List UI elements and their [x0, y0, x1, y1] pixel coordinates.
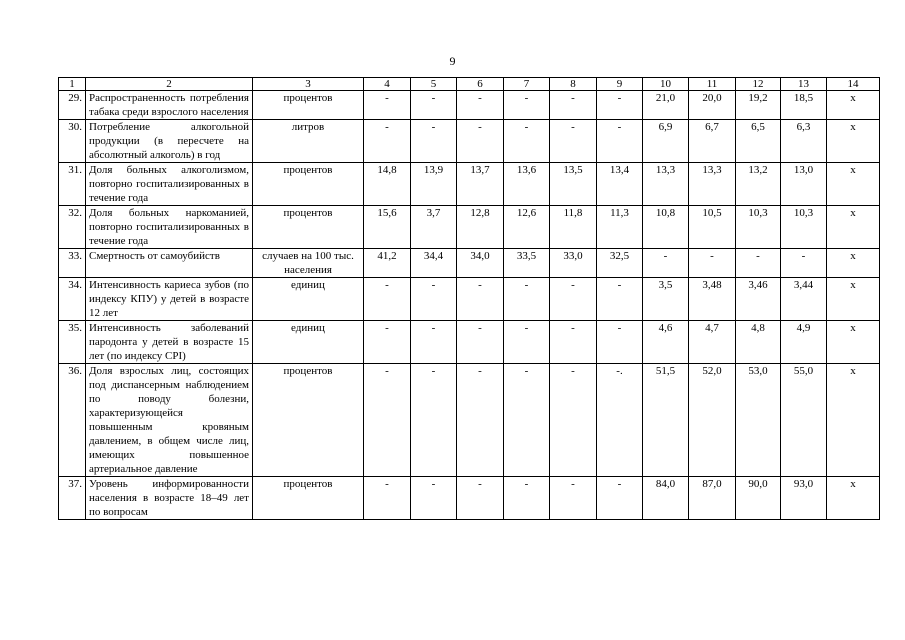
row-number: 36. — [59, 364, 86, 477]
value-cell: 6,5 — [736, 120, 781, 163]
header-cell: 2 — [86, 78, 253, 91]
value-cell: 14,8 — [364, 163, 411, 206]
value-cell: - — [504, 321, 550, 364]
value-cell: - — [364, 120, 411, 163]
value-cell: 4,9 — [781, 321, 827, 364]
value-cell: - — [736, 249, 781, 278]
indicator-name: Доля взрослых лиц, состоящих под диспансерным наблюдением по поводу болезни, характеризующейся повышенным кровяным давлением, в общем числе лиц, имеющих повышенное артериальное давление — [86, 364, 253, 477]
value-cell: - — [411, 364, 457, 477]
header-cell: 5 — [411, 78, 457, 91]
value-cell: 13,2 — [736, 163, 781, 206]
value-cell: - — [597, 120, 643, 163]
table-body — [59, 78, 880, 520]
value-cell: - — [689, 249, 736, 278]
value-cell: - — [550, 321, 597, 364]
value-cell: 13,3 — [643, 163, 689, 206]
last-cell: х — [827, 364, 880, 477]
value-cell: 93,0 — [781, 477, 827, 520]
value-cell: 34,4 — [411, 249, 457, 278]
value-cell: 33,5 — [504, 249, 550, 278]
value-cell: - — [457, 364, 504, 477]
value-cell: - — [550, 477, 597, 520]
value-cell: 13,0 — [781, 163, 827, 206]
header-cell: 6 — [457, 78, 504, 91]
row-number: 35. — [59, 321, 86, 364]
value-cell: 13,7 — [457, 163, 504, 206]
value-cell: 3,5 — [643, 278, 689, 321]
header-cell: 10 — [643, 78, 689, 91]
value-cell: - — [643, 249, 689, 278]
value-cell: - — [457, 477, 504, 520]
last-cell: х — [827, 206, 880, 249]
value-cell: - — [597, 278, 643, 321]
table-row — [59, 120, 880, 163]
unit-cell: случаев на 100 тыс. населения — [253, 249, 364, 278]
unit-cell: процентов — [253, 163, 364, 206]
value-cell: 10,3 — [736, 206, 781, 249]
value-cell: 4,7 — [689, 321, 736, 364]
value-cell: - — [504, 364, 550, 477]
value-cell: - — [411, 278, 457, 321]
indicators-table — [58, 77, 880, 520]
value-cell: 11,3 — [597, 206, 643, 249]
value-cell: - — [364, 91, 411, 120]
table-row — [59, 477, 880, 520]
unit-cell: процентов — [253, 477, 364, 520]
last-cell: х — [827, 321, 880, 364]
indicator-name: Доля больных алкоголизмом, повторно госпитализированных в течение года — [86, 163, 253, 206]
value-cell: 11,8 — [550, 206, 597, 249]
value-cell: 53,0 — [736, 364, 781, 477]
indicator-name: Интенсивность кариеса зубов (по индексу КПУ) у детей в возрасте 12 лет — [86, 278, 253, 321]
value-cell: - — [411, 91, 457, 120]
value-cell: 13,4 — [597, 163, 643, 206]
last-cell: х — [827, 91, 880, 120]
value-cell: 51,5 — [643, 364, 689, 477]
value-cell: - — [597, 321, 643, 364]
value-cell: 13,3 — [689, 163, 736, 206]
header-cell: 1 — [59, 78, 86, 91]
header-cell: 11 — [689, 78, 736, 91]
table-row — [59, 321, 880, 364]
value-cell: -. — [597, 364, 643, 477]
value-cell: - — [597, 477, 643, 520]
value-cell: 34,0 — [457, 249, 504, 278]
value-cell: - — [411, 321, 457, 364]
table-row — [59, 249, 880, 278]
value-cell: 6,9 — [643, 120, 689, 163]
value-cell: - — [550, 278, 597, 321]
last-cell: х — [827, 163, 880, 206]
value-cell: 41,2 — [364, 249, 411, 278]
indicator-name: Потребление алкогольной продукции (в пересчете на абсолютный алкоголь) в год — [86, 120, 253, 163]
value-cell: - — [781, 249, 827, 278]
row-number: 33. — [59, 249, 86, 278]
row-number: 37. — [59, 477, 86, 520]
value-cell: 20,0 — [689, 91, 736, 120]
table-row — [59, 364, 880, 477]
value-cell: 18,5 — [781, 91, 827, 120]
value-cell: 55,0 — [781, 364, 827, 477]
row-number: 29. — [59, 91, 86, 120]
value-cell: 12,8 — [457, 206, 504, 249]
unit-cell: единиц — [253, 321, 364, 364]
value-cell: 21,0 — [643, 91, 689, 120]
header-cell: 8 — [550, 78, 597, 91]
table-header-row — [59, 78, 880, 91]
value-cell: - — [504, 278, 550, 321]
value-cell: 19,2 — [736, 91, 781, 120]
indicator-name: Интенсивность заболеваний пародонта у детей в возрасте 15 лет (по индексу CPI) — [86, 321, 253, 364]
value-cell: - — [550, 91, 597, 120]
value-cell: 3,44 — [781, 278, 827, 321]
value-cell: 87,0 — [689, 477, 736, 520]
value-cell: 3,7 — [411, 206, 457, 249]
table-row — [59, 278, 880, 321]
unit-cell: процентов — [253, 91, 364, 120]
table-row — [59, 163, 880, 206]
unit-cell: процентов — [253, 364, 364, 477]
table-row — [59, 206, 880, 249]
value-cell: 52,0 — [689, 364, 736, 477]
value-cell: - — [364, 364, 411, 477]
value-cell: - — [597, 91, 643, 120]
unit-cell: литров — [253, 120, 364, 163]
value-cell: 6,7 — [689, 120, 736, 163]
value-cell: - — [411, 120, 457, 163]
value-cell: 3,48 — [689, 278, 736, 321]
value-cell: 90,0 — [736, 477, 781, 520]
value-cell: 6,3 — [781, 120, 827, 163]
value-cell: - — [364, 321, 411, 364]
value-cell: 10,5 — [689, 206, 736, 249]
table-row — [59, 91, 880, 120]
indicator-name: Уровень информированности населения в возрасте 18–49 лет по вопросам — [86, 477, 253, 520]
unit-cell: единиц — [253, 278, 364, 321]
row-number: 34. — [59, 278, 86, 321]
header-cell: 3 — [253, 78, 364, 91]
value-cell: - — [457, 91, 504, 120]
indicator-name: Распространенность потребления табака среди взрослого населения — [86, 91, 253, 120]
unit-cell: процентов — [253, 206, 364, 249]
indicator-name: Смертность от самоубийств — [86, 249, 253, 278]
value-cell: 10,8 — [643, 206, 689, 249]
last-cell: х — [827, 477, 880, 520]
value-cell: - — [504, 91, 550, 120]
value-cell: 84,0 — [643, 477, 689, 520]
value-cell: - — [550, 364, 597, 477]
page-number: 9 — [449, 54, 456, 68]
value-cell: 10,3 — [781, 206, 827, 249]
last-cell: х — [827, 278, 880, 321]
value-cell: - — [504, 120, 550, 163]
header-cell: 7 — [504, 78, 550, 91]
value-cell: - — [457, 321, 504, 364]
row-number: 31. — [59, 163, 86, 206]
header-cell: 9 — [597, 78, 643, 91]
value-cell: - — [364, 477, 411, 520]
value-cell: 15,6 — [364, 206, 411, 249]
header-cell: 12 — [736, 78, 781, 91]
value-cell: 32,5 — [597, 249, 643, 278]
row-number: 30. — [59, 120, 86, 163]
value-cell: 4,6 — [643, 321, 689, 364]
last-cell: х — [827, 249, 880, 278]
value-cell: - — [504, 477, 550, 520]
value-cell: 13,9 — [411, 163, 457, 206]
value-cell: - — [364, 278, 411, 321]
value-cell: - — [550, 120, 597, 163]
indicator-name: Доля больных наркоманией, повторно госпитализированных в течение года — [86, 206, 253, 249]
value-cell: - — [457, 278, 504, 321]
header-cell: 13 — [781, 78, 827, 91]
value-cell: 33,0 — [550, 249, 597, 278]
value-cell: 4,8 — [736, 321, 781, 364]
value-cell: 13,5 — [550, 163, 597, 206]
row-number: 32. — [59, 206, 86, 249]
value-cell: - — [411, 477, 457, 520]
header-cell: 14 — [827, 78, 880, 91]
value-cell: 3,46 — [736, 278, 781, 321]
header-cell: 4 — [364, 78, 411, 91]
value-cell: 13,6 — [504, 163, 550, 206]
value-cell: - — [457, 120, 504, 163]
value-cell: 12,6 — [504, 206, 550, 249]
last-cell: х — [827, 120, 880, 163]
